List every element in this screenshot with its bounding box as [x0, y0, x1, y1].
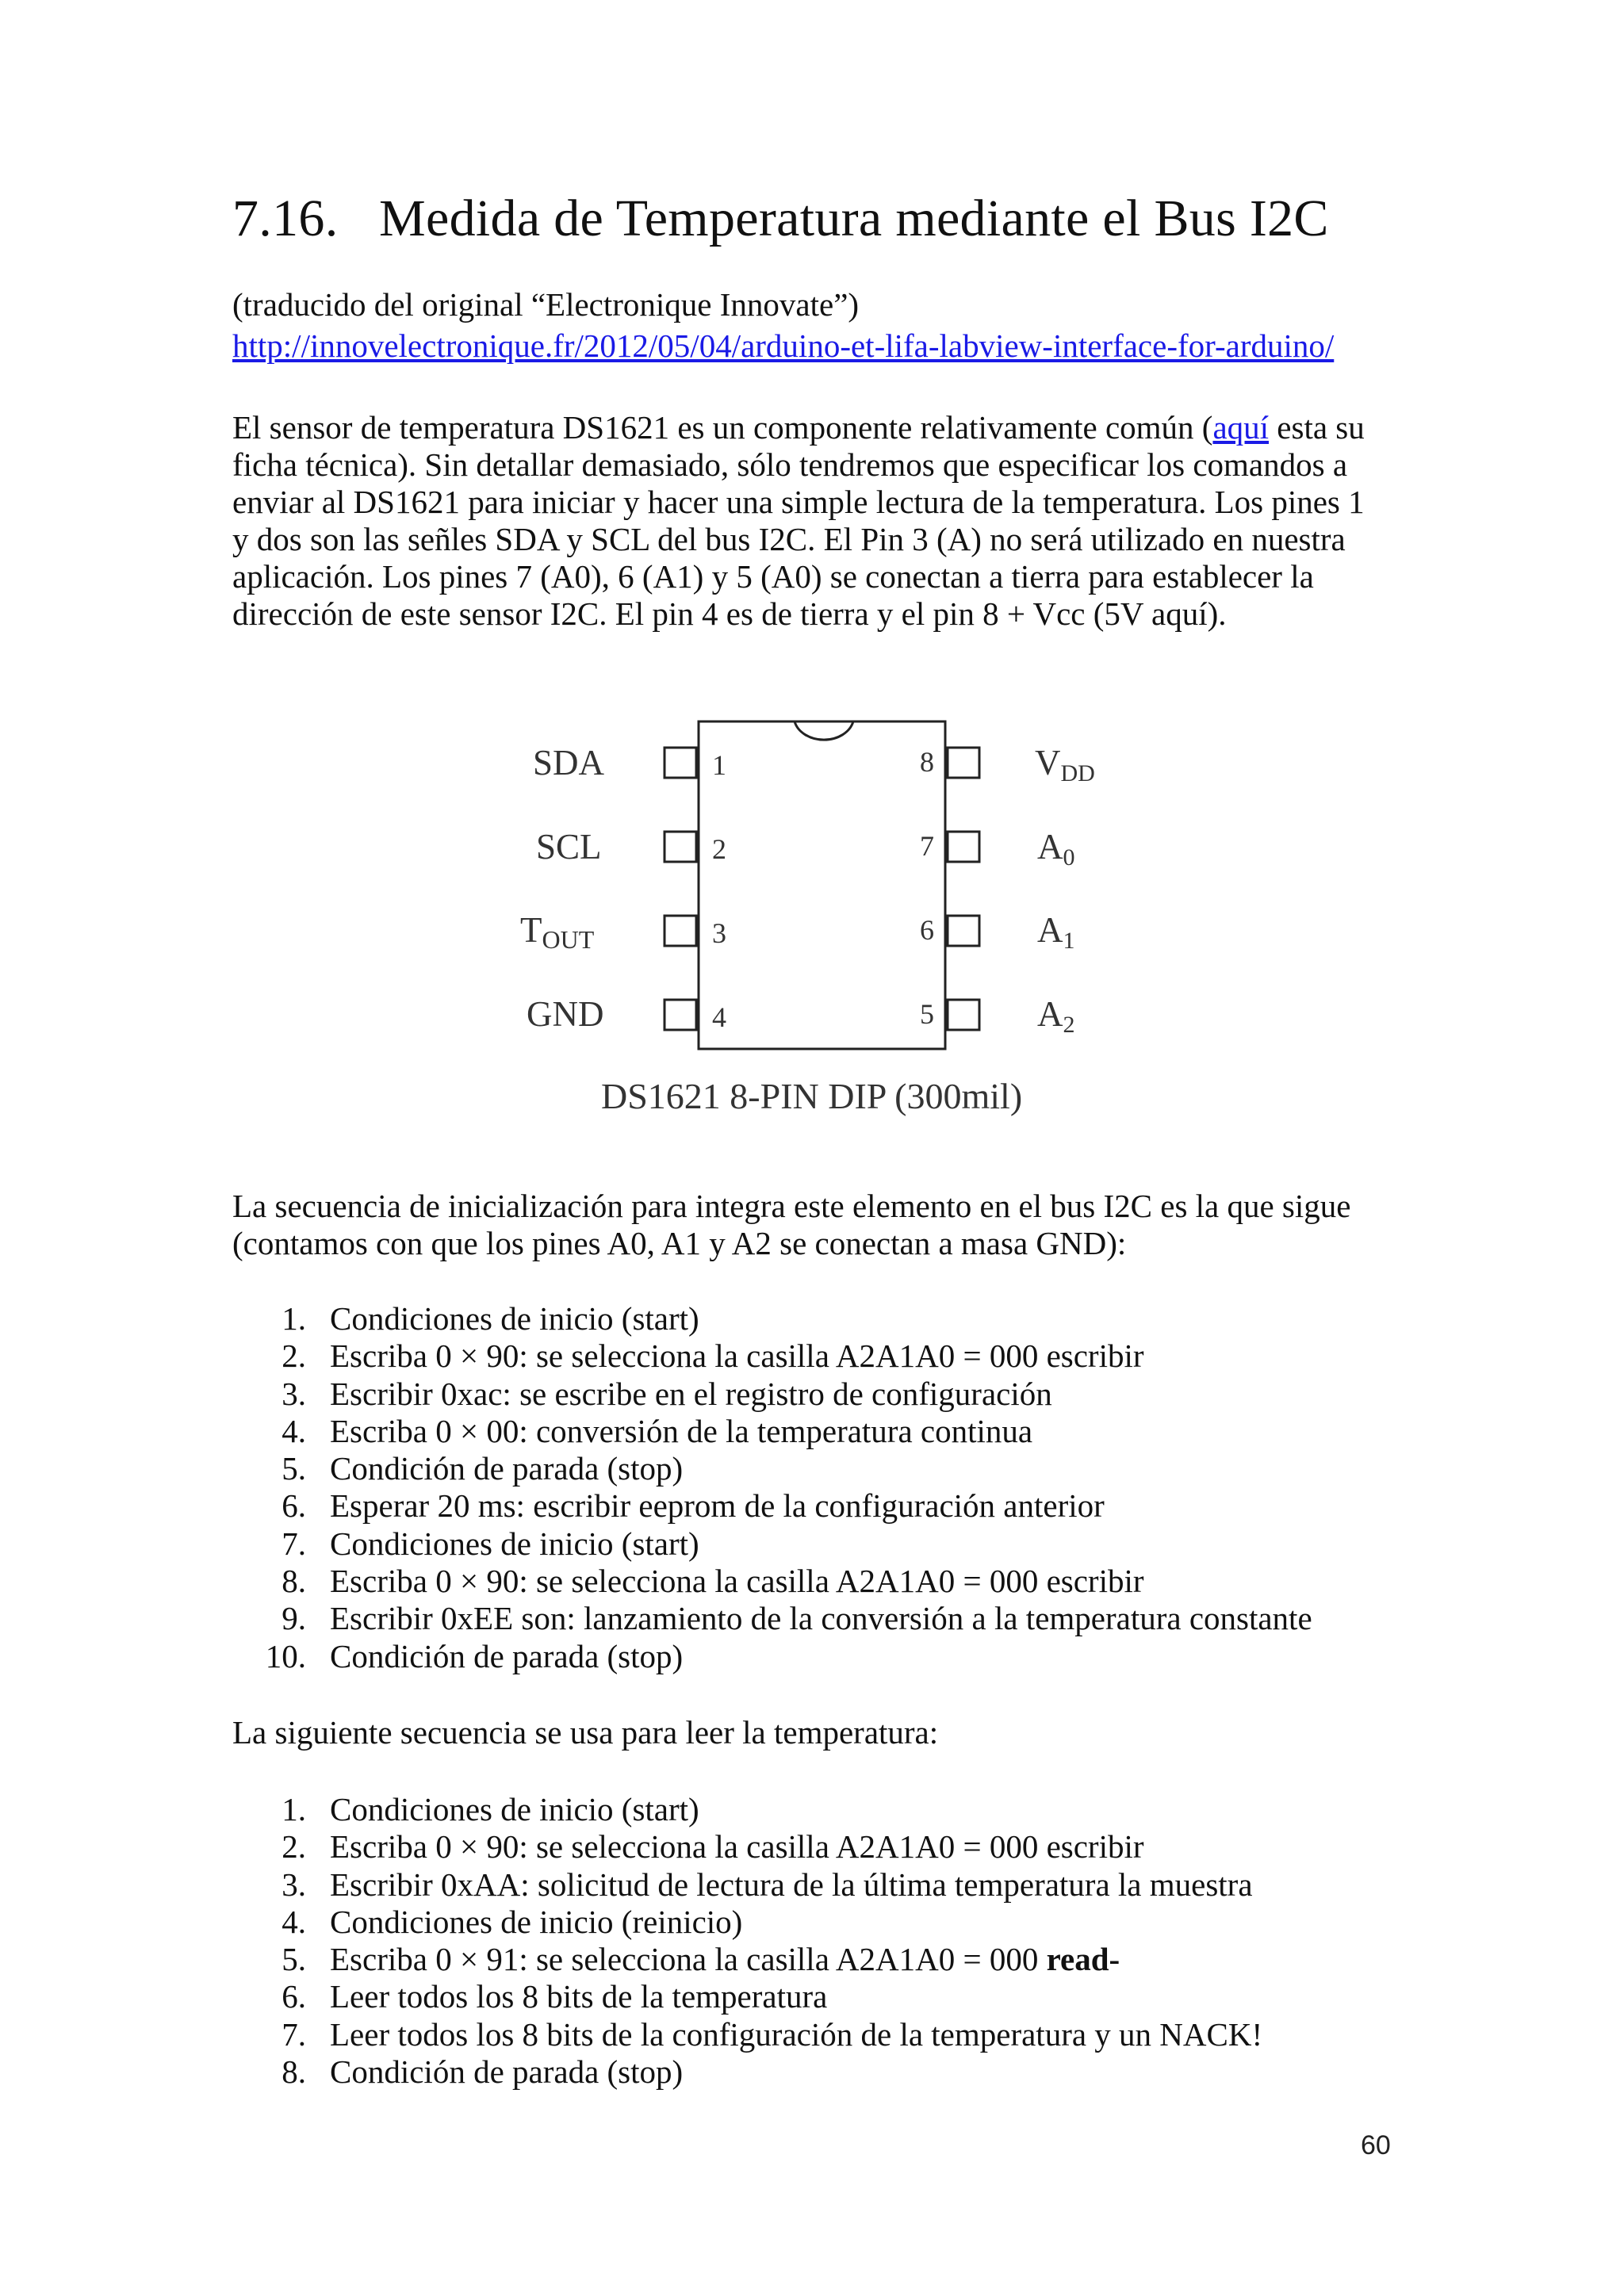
chip-body: [699, 721, 945, 1049]
intro-line: El sensor de temperatura DS1621 es un componente relativamente común (aquí esta su: [232, 409, 1365, 446]
pin-2-pad: [665, 832, 696, 862]
source-link[interactable]: http://innovelectronique.fr/2012/05/04/arduino-et-lifa-labview-interface-for-arduino/: [232, 327, 1335, 364]
list-item: 10. Condición de parada (stop): [265, 1637, 684, 1674]
section-number: 7.16.: [232, 189, 339, 247]
pin-label-gnd: GND: [527, 994, 604, 1034]
chip-notch: [795, 721, 853, 740]
pin-label-a1: A1: [1037, 910, 1075, 954]
pin-label-scl: SCL: [536, 827, 602, 867]
intro-line: enviar al DS1621 para iniciar y hacer una simple lectura de la temperatura. Los pines 1: [232, 484, 1365, 520]
list-item: 1. Condiciones de inicio (start): [282, 1791, 699, 1827]
list-item: 7. Leer todos los 8 bits de la configuración de la temperatura y un NACK!: [282, 2015, 1263, 2053]
init-line: (contamos con que los pines A0, A1 y A2 se conectan a masa GND):: [232, 1225, 1127, 1261]
pin-5-pad: [948, 1000, 979, 1030]
init-paragraph: [232, 1188, 1398, 1262]
pin-label-sda: SDA: [533, 743, 605, 783]
pin-number: 3: [712, 917, 726, 949]
pin-number: 5: [920, 998, 934, 1030]
intro-line: aplicación. Los pines 7 (A0), 6 (A1) y 5 (A0) se conectan a tierra para establecer la: [232, 558, 1314, 595]
read-steps-list: [232, 1791, 1262, 2091]
list-item: 2. Escriba 0 × 90: se selecciona la casilla A2A1A0 = 000 escribir: [282, 1337, 1144, 1375]
translation-note: (traducido del original “Electronique Innovate”): [232, 286, 860, 323]
intro-paragraph: [232, 409, 1398, 633]
ds1621-pinout-diagram: [508, 710, 1110, 1138]
section-title: Medida de Temperatura mediante el Bus I2C: [379, 189, 1329, 247]
list-item: 1. Condiciones de inicio (start): [282, 1300, 699, 1337]
pin-label-tout: TOUT: [520, 910, 595, 954]
pin-number: 6: [920, 914, 934, 946]
list-item: 5. Condición de parada (stop): [282, 1450, 684, 1487]
list-item: 6. Leer todos los 8 bits de la temperatura: [282, 1978, 828, 2015]
list-item: 7. Condiciones de inicio (start): [282, 1525, 699, 1562]
pin-3-pad: [665, 916, 696, 946]
list-item: 4. Condiciones de inicio (reinicio): [282, 1903, 743, 1940]
pin-number: 7: [920, 830, 934, 862]
section-heading: [232, 189, 1329, 249]
list-item: 6. Esperar 20 ms: escribir eeprom de la configuración anterior: [282, 1487, 1105, 1525]
init-steps-list: [232, 1300, 1312, 1675]
list-item: 2. Escriba 0 × 90: se selecciona la casilla A2A1A0 = 000 escribir: [282, 1828, 1144, 1866]
read-paragraph: [232, 1714, 1398, 1751]
read-intro-line: La siguiente secuencia se usa para leer la temperatura:: [232, 1714, 939, 1751]
pin-number: 2: [712, 833, 726, 865]
page-number: 60: [1361, 2130, 1391, 2160]
pin-number: 1: [712, 749, 726, 781]
read-bold-text: read-: [1046, 1941, 1120, 1978]
datasheet-link[interactable]: aquí: [1212, 409, 1270, 446]
list-item: 3. Escribir 0xac: se escribe en el registro de configuración: [282, 1375, 1052, 1412]
pin-label-a0: A0: [1037, 827, 1075, 871]
pin-number: 4: [712, 1001, 726, 1033]
pin-6-pad: [948, 916, 979, 946]
pin-1-pad: [665, 748, 696, 778]
pin-label-a2: A2: [1037, 994, 1075, 1038]
list-item: 5. Escriba 0 × 91: se selecciona la casilla A2A1A0 = 000 read-: [282, 1941, 1120, 1978]
intro-line: dirección de este sensor I2C. El pin 4 es de tierra y el pin 8 + Vcc (5V aquí).: [232, 595, 1227, 632]
pin-label-vdd: VDD: [1035, 743, 1095, 786]
list-item: 4. Escriba 0 × 00: conversión de la temperatura continua: [282, 1412, 1033, 1449]
init-line: La secuencia de inicialización para integra este elemento en el bus I2C es la que sigue: [232, 1188, 1351, 1224]
intro-line: y dos son las señles SDA y SCL del bus I2C. El Pin 3 (A) no será utilizado en nuestra: [232, 521, 1346, 557]
pin-number: 8: [920, 746, 934, 778]
intro-line: ficha técnica). Sin detallar demasiado, sólo tendremos que especificar los comandos a: [232, 446, 1348, 483]
pin-7-pad: [948, 832, 979, 862]
pin-8-pad: [948, 748, 979, 778]
pin-4-pad: [665, 1000, 696, 1030]
list-item: 8. Condición de parada (stop): [282, 2053, 684, 2091]
diagram-caption: DS1621 8-PIN DIP (300mil): [601, 1076, 1023, 1116]
list-item: 3. Escribir 0xAA: solicitud de lectura de la última temperatura la muestra: [282, 1866, 1253, 1903]
list-item: 9. Escribir 0xEE son: lanzamiento de la conversión a la temperatura constante: [282, 1600, 1312, 1637]
list-item: 8. Escriba 0 × 90: se selecciona la casilla A2A1A0 = 000 escribir: [282, 1563, 1144, 1600]
